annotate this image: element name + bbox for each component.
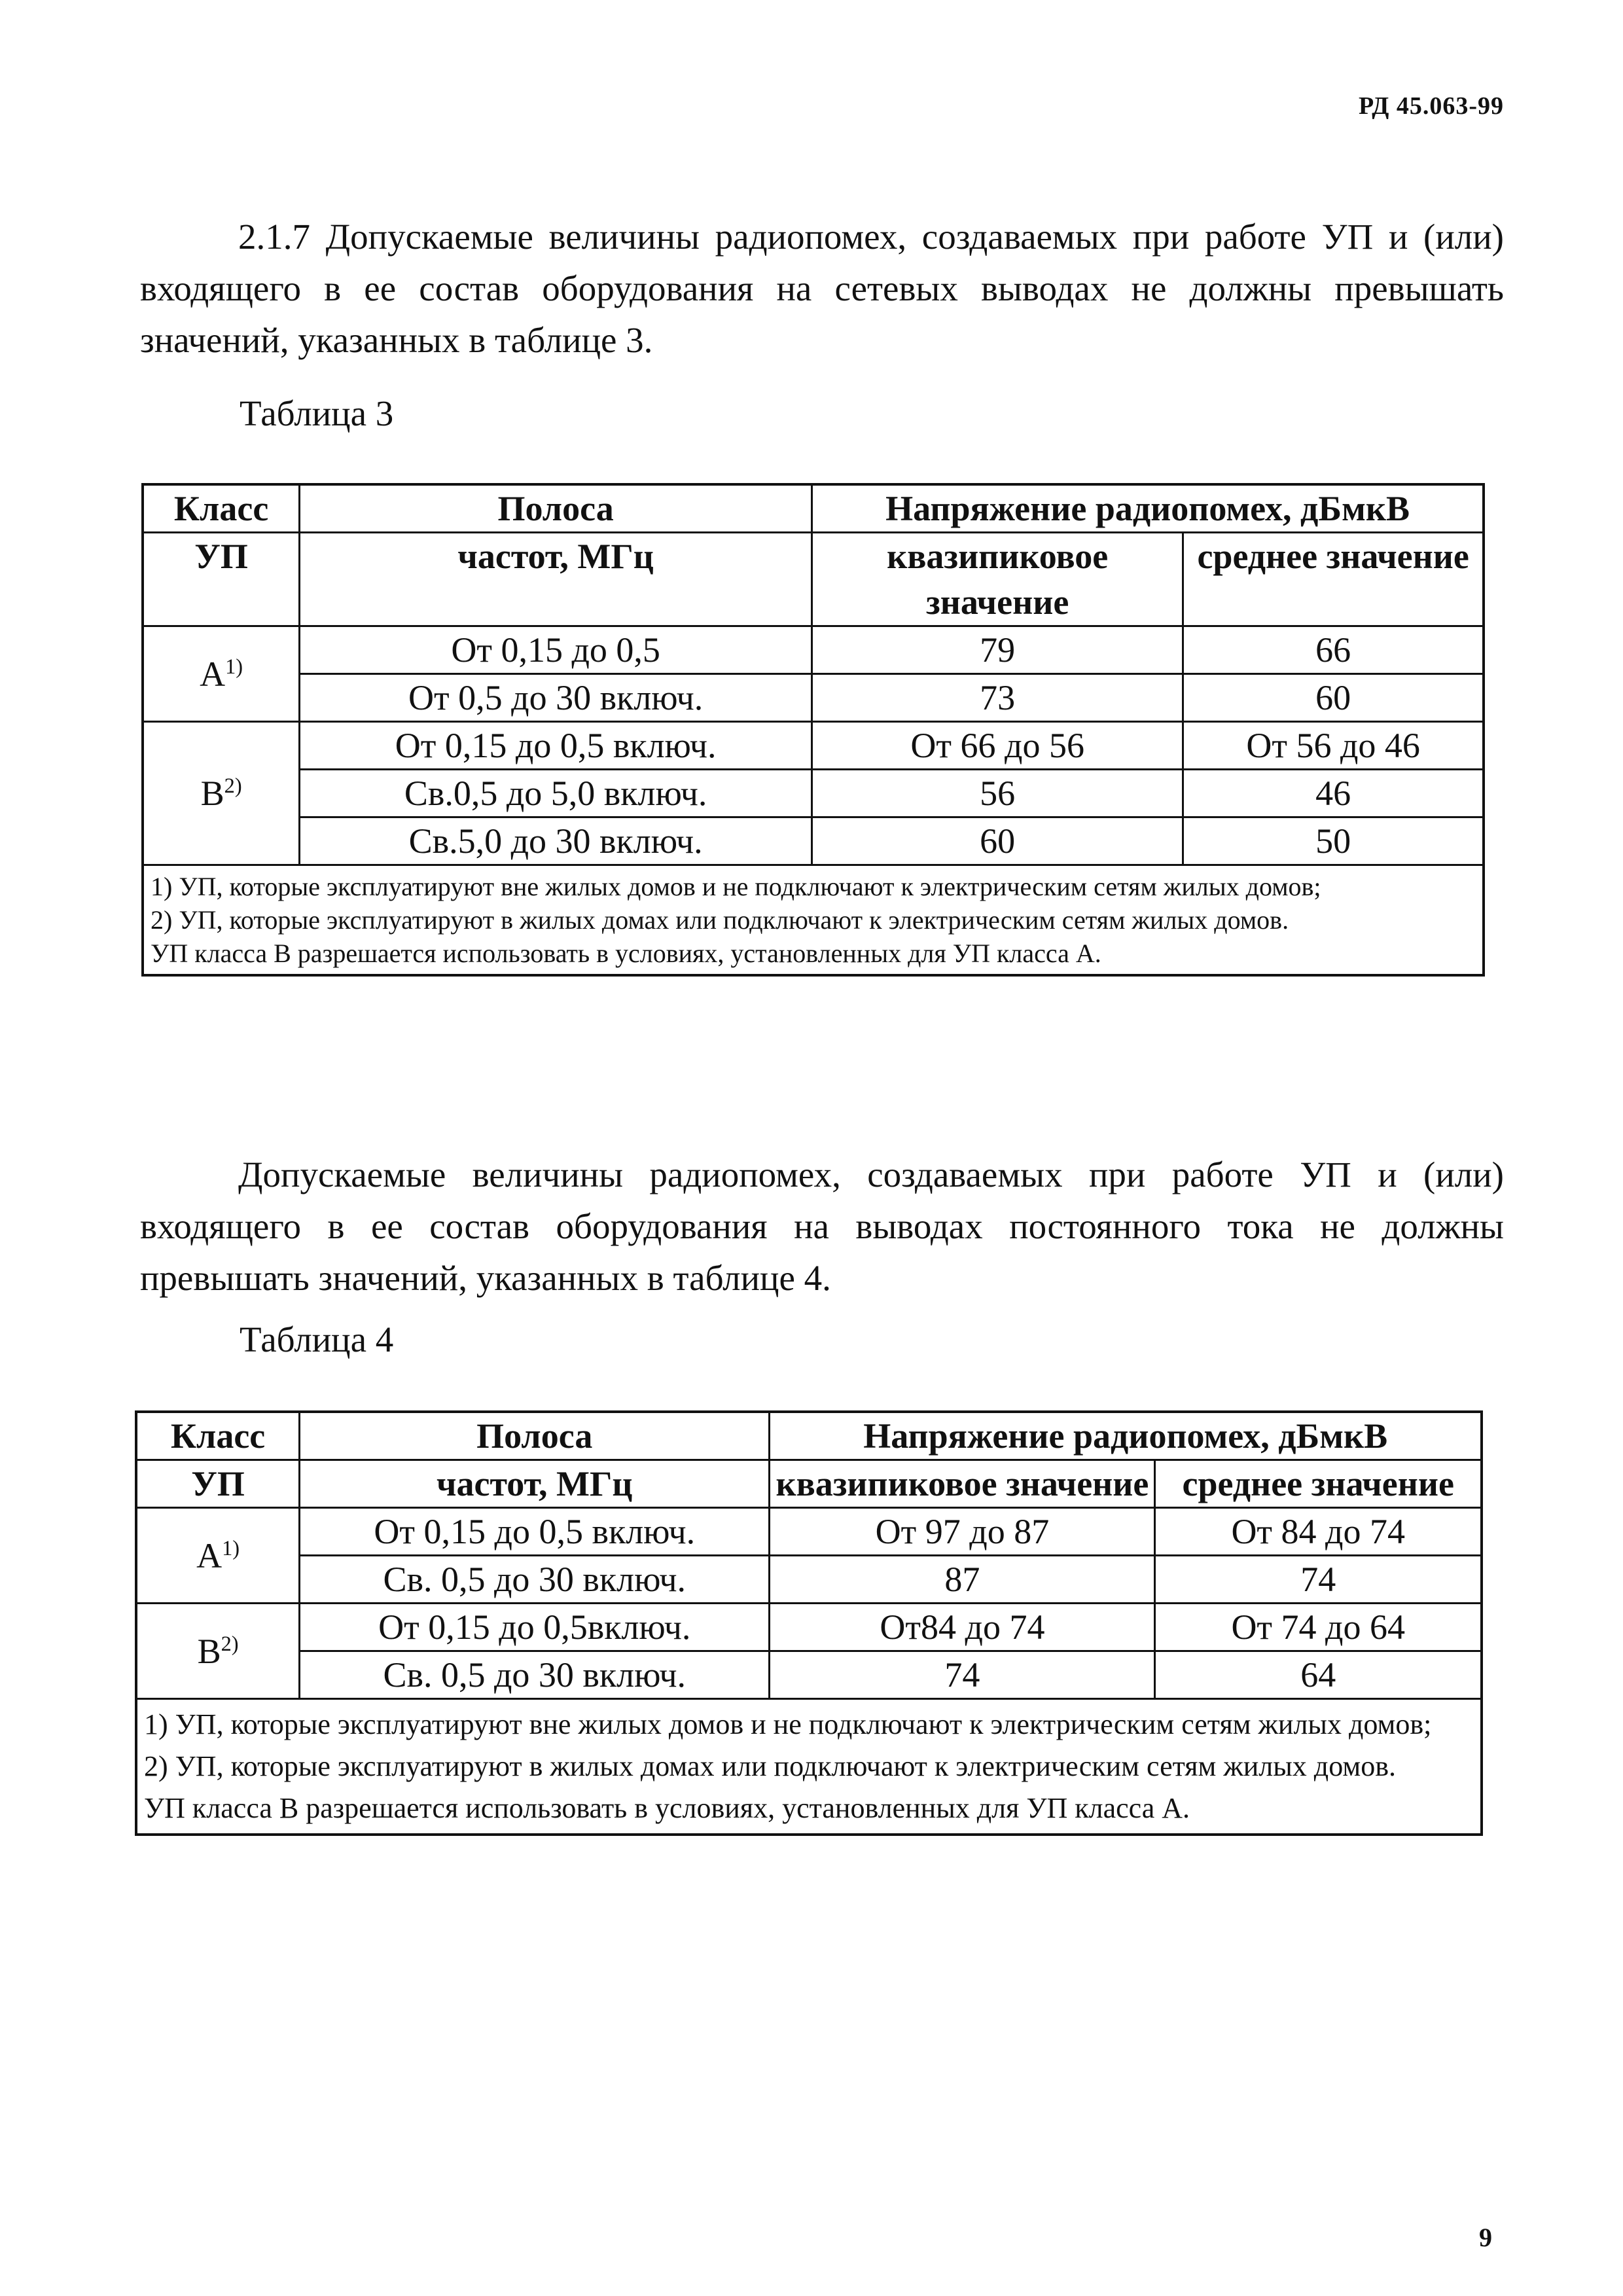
footnote-1: 1) УП, которые эксплуатируют вне жилых домов и не подключают к электрическим сетям жилых домов;	[151, 872, 1321, 901]
average-cell: 46	[1183, 770, 1484, 817]
table4-header-quasipeak: квазипиковое значение	[770, 1460, 1155, 1508]
table3-caption: Таблица 3	[240, 393, 394, 433]
paragraph-dc-outputs: Допускаемые величины радиопомех, создаваемых при работе УП и (или) входящего в ее состав оборудования на выводах постоянного тока не должны превышать значений, указанных в таблице 4.	[140, 1155, 1504, 1298]
quasipeak-cell: 74	[770, 1651, 1155, 1699]
footnote-2: 2) УП, которые эксплуатируют в жилых домах или подключают к электрическим сетям жилых домов.	[144, 1750, 1396, 1782]
table-row	[136, 1604, 1482, 1651]
table-3	[141, 483, 1485, 977]
table4-header-average: среднее значение	[1155, 1460, 1482, 1508]
table4-header-row-1	[136, 1412, 1482, 1460]
band-cell: От 0,15 до 0,5включ.	[300, 1604, 770, 1651]
average-cell: От 84 до 74	[1155, 1508, 1482, 1556]
average-cell: 50	[1183, 817, 1484, 865]
band-cell: От 0,15 до 0,5 включ.	[300, 722, 812, 770]
band-cell: Св. 0,5 до 30 включ.	[300, 1556, 770, 1604]
average-cell: 74	[1155, 1556, 1482, 1604]
table-row	[136, 1651, 1482, 1699]
quasipeak-cell: 60	[812, 817, 1183, 865]
table4-notes-row	[136, 1699, 1482, 1835]
band-cell: Св.0,5 до 5,0 включ.	[300, 770, 812, 817]
document-code: РД 45.063-99	[1359, 92, 1504, 120]
band-cell: От 0,5 до 30 включ.	[300, 674, 812, 722]
average-cell: 60	[1183, 674, 1484, 722]
table3-header-row-2	[143, 533, 1484, 626]
table3-header-class-2: УП	[143, 533, 300, 626]
table4-header-class-1: Класс	[136, 1412, 300, 1460]
quasipeak-cell: 73	[812, 674, 1183, 722]
table3-notes-row	[143, 865, 1484, 976]
quasipeak-cell: 87	[770, 1556, 1155, 1604]
class-cell: $A^{1)}$	[136, 1508, 300, 1604]
class-note: УП класса B разрешается использовать в условиях, установленных для УП класса A.	[144, 1792, 1190, 1824]
table-row	[143, 674, 1484, 722]
band-cell: От 0,15 до 0,5 включ.	[300, 1508, 770, 1556]
table-4	[135, 1410, 1483, 1836]
quasipeak-cell: 56	[812, 770, 1183, 817]
table4-header-row-2	[136, 1460, 1482, 1508]
table3-notes	[143, 865, 1484, 976]
table-row	[136, 1556, 1482, 1604]
table4-header-band-2: частот, МГц	[300, 1460, 770, 1508]
table3-header-voltage: Напряжение радиопомех, дБмкВ	[812, 484, 1484, 533]
table3-header-band-1: Полоса	[300, 484, 812, 533]
paragraph-2-1-7: 2.1.7 Допускаемые величины радиопомех, создаваемых при работе УП и (или) входящего в ее состав оборудования на сетевых выводах не должны превышать значений, указанных в таблице 3.	[140, 217, 1504, 360]
class-note: УП класса B разрешается использовать в условиях, установленных для УП класса A.	[151, 939, 1101, 968]
quasipeak-cell: От 97 до 87	[770, 1508, 1155, 1556]
table-row	[143, 722, 1484, 770]
table-row	[143, 770, 1484, 817]
page-number: 9	[1479, 2223, 1492, 2252]
footnote-1: 1) УП, которые эксплуатируют вне жилых домов и не подключают к электрическим сетям жилых домов;	[144, 1708, 1432, 1740]
table-row	[143, 817, 1484, 865]
table3-header-row-1	[143, 484, 1484, 533]
quasipeak-cell: От 66 до 56	[812, 722, 1183, 770]
table3-header-average: среднее значение	[1183, 533, 1484, 626]
average-cell: 66	[1183, 626, 1484, 674]
average-cell: От 56 до 46	[1183, 722, 1484, 770]
average-cell: 64	[1155, 1651, 1482, 1699]
quasipeak-cell: От84 до 74	[770, 1604, 1155, 1651]
table4-header-class-2: УП	[136, 1460, 300, 1508]
table4-caption: Таблица 4	[240, 1319, 394, 1359]
table-row	[136, 1508, 1482, 1556]
table3-header-class-1: Класс	[143, 484, 300, 533]
band-cell: Св. 0,5 до 30 включ.	[300, 1651, 770, 1699]
band-cell: От 0,15 до 0,5	[300, 626, 812, 674]
class-cell: $B^{2)}$	[136, 1604, 300, 1699]
table4-header-voltage: Напряжение радиопомех, дБмкВ	[770, 1412, 1482, 1460]
table4-header-band-1: Полоса	[300, 1412, 770, 1460]
footnote-2: 2) УП, которые эксплуатируют в жилых домах или подключают к электрическим сетям жилых домов.	[151, 905, 1289, 935]
class-cell: $A^{1)}$	[143, 626, 300, 722]
average-cell: От 74 до 64	[1155, 1604, 1482, 1651]
table3-header-band-2: частот, МГц	[300, 533, 812, 626]
band-cell: Св.5,0 до 30 включ.	[300, 817, 812, 865]
table3-header-quasipeak: квазипиковое значение	[812, 533, 1183, 626]
table4-notes	[136, 1699, 1482, 1835]
quasipeak-cell: 79	[812, 626, 1183, 674]
table-row	[143, 626, 1484, 674]
class-cell: $B^{2)}$	[143, 722, 300, 865]
